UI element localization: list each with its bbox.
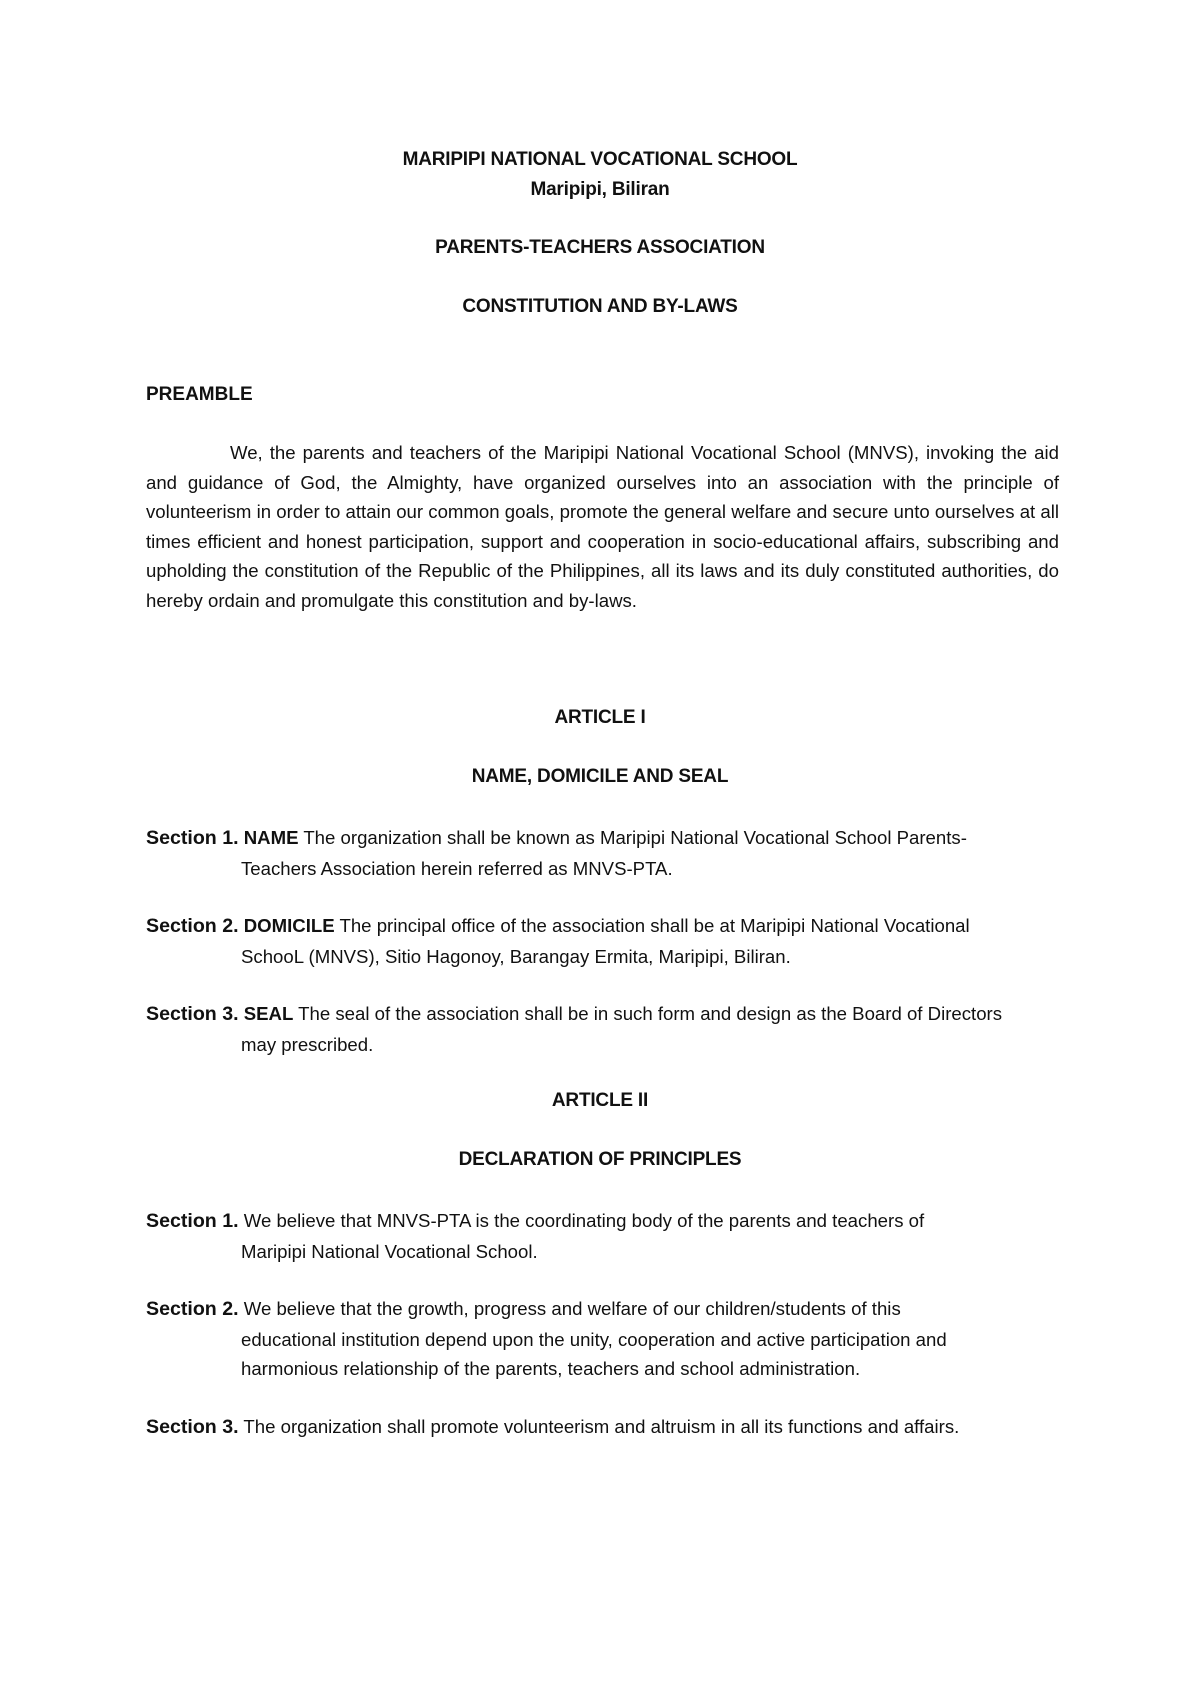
section-text-cont: Teachers Association herein referred as MNVS-PTA. (241, 857, 673, 879)
article-2-title: DECLARATION OF PRINCIPLES (458, 1149, 742, 1170)
section-title: NAME (243, 827, 299, 848)
article-1-section-1 (146, 823, 1066, 883)
section-label: Section 1. (146, 827, 239, 849)
section-text-cont: educational institution depend upon the unity, cooperation and active participation and (241, 1328, 947, 1350)
section-text-cont: SchooL (MNVS), Sitio Hagonoy, Barangay Ermita, Maripipi, Biliran. (241, 945, 791, 967)
section-title: DOMICILE (243, 915, 335, 936)
document-title: CONSTITUTION AND BY-LAWS (462, 296, 738, 317)
article-1-number: ARTICLE I (554, 707, 646, 728)
section-text: The principal office of the association shall be at Maripipi National Vocational (339, 915, 970, 936)
section-text: The organization shall be known as Maripipi National Vocational School Parents- (303, 827, 967, 848)
article-2-section-2 (146, 1294, 1066, 1384)
school-name: MARIPIPI NATIONAL VOCATIONAL SCHOOL (402, 149, 798, 170)
section-text: We believe that the growth, progress and welfare of our children/students of this (243, 1298, 901, 1319)
section-label: Section 3. (146, 1003, 239, 1025)
section-text: The organization shall promote volunteerism and altruism in all its functions and affairs. (243, 1416, 960, 1437)
article-1-section-3 (146, 999, 1066, 1059)
section-text: The seal of the association shall be in such form and design as the Board of Directors (298, 1003, 1003, 1024)
section-title: SEAL (243, 1003, 294, 1024)
section-label: Section 1. (146, 1210, 239, 1232)
association-name: PARENTS-TEACHERS ASSOCIATION (435, 237, 765, 258)
article-1-section-2 (146, 911, 1066, 971)
preamble-heading: PREAMBLE (146, 384, 253, 405)
section-label: Section 2. (146, 915, 239, 937)
article-1-title: NAME, DOMICILE AND SEAL (471, 766, 729, 787)
article-2-section-3 (146, 1412, 1066, 1443)
section-text: We believe that MNVS-PTA is the coordinating body of the parents and teachers of (243, 1210, 925, 1231)
preamble-text: We, the parents and teachers of the Maripipi National Vocational School (MNVS), invoking the aid and guidance of God, the Almighty, have organized ourselves into an association with the principle of volunteerism in order to attain our common goals, promote the general welfare and secure unto ourselves at all times efficient and honest participation, support and cooperation in socio-educational affairs, subscribing and upholding the constitution of the Republic of the Philippines, all its laws and its duly constituted authorities, do hereby ordain and promulgate this constitution and by-laws. (146, 442, 1059, 611)
school-location: Maripipi, Biliran (530, 179, 670, 200)
section-text-cont: harmonious relationship of the parents, teachers and school administration. (241, 1358, 861, 1380)
article-2-number: ARTICLE II (551, 1090, 649, 1111)
section-text-cont: may prescribed. (241, 1033, 374, 1055)
section-text-cont: Maripipi National Vocational School. (241, 1240, 538, 1262)
article-2-section-1 (146, 1206, 1066, 1266)
section-label: Section 2. (146, 1298, 239, 1320)
section-label: Section 3. (146, 1416, 239, 1438)
